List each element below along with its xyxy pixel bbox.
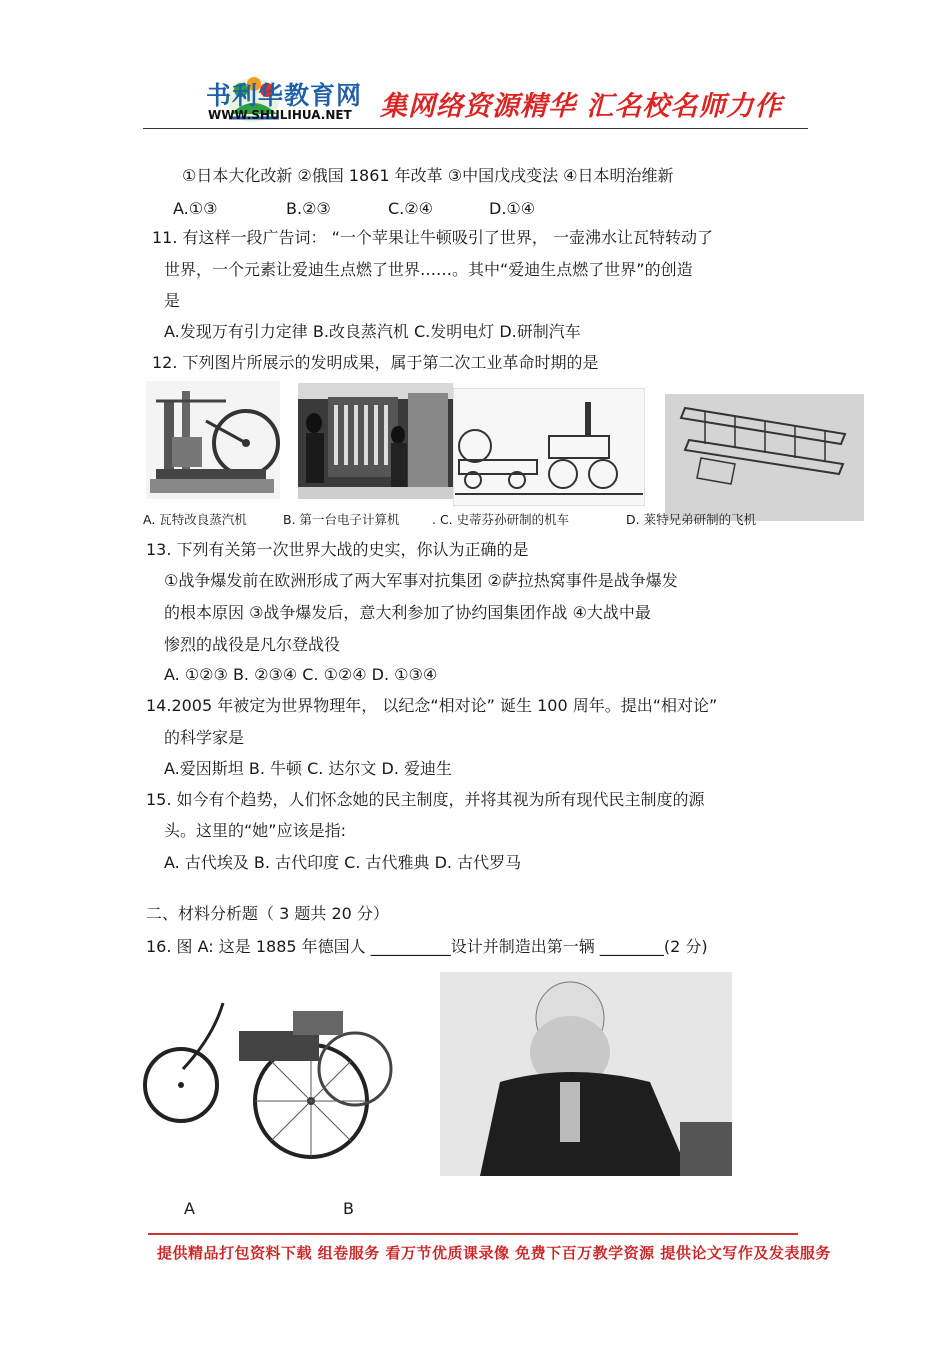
footer-divider	[148, 1233, 798, 1235]
q11-options: A.发现万有引力定律 B.改良蒸汽机 C.发明电灯 D.研制汽车	[164, 322, 581, 341]
image-label-a: A	[184, 1199, 195, 1218]
q12-caption-c: . C. 史蒂芬孙研制的机车	[432, 512, 570, 527]
q13-options: A. ①②③ B. ②③④ C. ①②④ D. ①③④	[164, 665, 438, 684]
q15-options: A. 古代埃及 B. 古代印度 C. 古代雅典 D. 古代罗马	[164, 853, 522, 872]
q10-option-b: B.②③	[286, 199, 331, 218]
section-2-title: 二、材料分析题（ 3 题共 20 分）	[146, 904, 389, 923]
steam-engine-image	[146, 381, 280, 499]
q11-line-3: 是	[164, 291, 181, 310]
q15-line-1: 15. 如今有个趋势，人们怀念她的民主制度，并将其视为所有现代民主制度的源	[146, 790, 705, 809]
brand-name: 书利华教育网	[206, 81, 363, 110]
brand-url: WWW.SHULIHUA.NET	[208, 108, 352, 122]
airplane-image	[665, 394, 864, 521]
portrait-image	[440, 972, 732, 1176]
computer-image	[298, 383, 453, 499]
locomotive-image	[453, 388, 645, 506]
q10-option-d: D.①④	[489, 199, 536, 218]
benz-car-image	[143, 997, 399, 1161]
q15-line-2: 头。这里的“她”应该是指:	[164, 821, 346, 840]
q13-stem: 13. 下列有关第一次世界大战的史实，你认为正确的是	[146, 540, 529, 559]
q16-stem: 16. 图 A: 这是 1885 年德国人 __________设计并制造出第一辆 ________(2 分)	[146, 937, 708, 956]
q12-caption-d: D. 莱特兄弟研制的飞机	[626, 512, 757, 527]
header-slogan: 集网络资源精华 汇名校名师力作	[380, 91, 783, 122]
q14-line-1: 14.2005 年被定为世界物理年， 以纪念“相对论” 诞生 100 周年。提出“相对论”	[146, 696, 718, 715]
q10-option-a: A.①③	[173, 199, 218, 218]
q11-line-1: 11. 有这样一段广告词： “一个苹果让牛顿吸引了世界， 一壶沸水让瓦特转动了	[152, 228, 713, 247]
q13-line-3: 惨烈的战役是凡尔登战役	[164, 635, 341, 654]
footer-text: 提供精品打包资料下载 组卷服务 看万节优质课录像 免费下百万教学资源 提供论文写作及发表服务	[157, 1244, 831, 1262]
q12-caption-a: A. 瓦特改良蒸汽机	[143, 512, 247, 527]
q10-items: ①日本大化改新 ②俄国 1861 年改革 ③中国戊戌变法 ④日本明治维新	[182, 166, 674, 185]
q11-line-2: 世界，一个元素让爱迪生点燃了世界……。其中“爱迪生点燃了世界”的创造	[164, 260, 693, 279]
q14-options: A.爱因斯坦 B. 牛顿 C. 达尔文 D. 爱迪生	[164, 759, 452, 778]
q12-stem: 12. 下列图片所展示的发明成果，属于第二次工业革命时期的是	[152, 353, 599, 372]
q12-caption-b: B. 第一台电子计算机	[283, 512, 400, 527]
q10-option-c: C.②④	[388, 199, 433, 218]
q13-line-1: ①战争爆发前在欧洲形成了两大军事对抗集团 ②萨拉热窝事件是战争爆发	[164, 571, 678, 590]
header-divider	[143, 128, 808, 129]
q14-line-2: 的科学家是	[164, 728, 245, 747]
q13-line-2: 的根本原因 ③战争爆发后，意大利参加了协约国集团作战 ④大战中最	[164, 603, 651, 622]
image-label-b: B	[343, 1199, 354, 1218]
